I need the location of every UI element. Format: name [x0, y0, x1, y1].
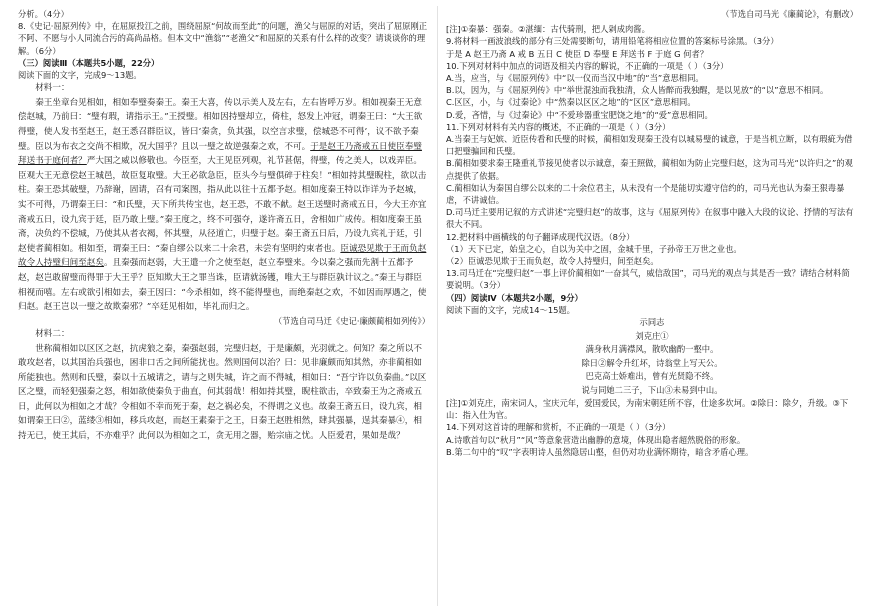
material-2-source: （节选自司马光《廉蔺论》，有删改）: [721, 9, 858, 19]
question-11-option-a: A.当秦王与妃嫔、近臣传看和氏璧的时候，蔺相如发现秦王没有以城易璧的诚意，于是当机立断，以有瑕疵为借口把璧骗回和氏璧。: [446, 134, 853, 157]
question-8: 8.《史记·屈原列传》中，在屈原投江之前，围绕屈原“何故而至此”的问题，渔父与屈原的对话，突出了屈原刚正不阿、不愿与小人同流合污的高尚品格。但本文中“渔翁”“老渔父”和屈原的关系有什么样的改变？请谈谈你的理解。（6分）: [18, 21, 428, 56]
question-13: 13.司马迁在“完璧归赵”一事上评价蔺相如“一奋其气，威信敌国”，司马光的观点与其是否一致？请结合材料简要说明。（3分）: [446, 268, 850, 291]
question-9-options: 于是 A 赵王乃斋 A 戒 B 五日 C 使臣 D 奉璧 E 拜送书 F 于庭 G 何者？: [446, 48, 709, 59]
section-3-heading: （三）阅读Ⅲ（本题共5小题，22分）: [18, 57, 160, 68]
question-14-option-a: A.诗歌首句以“秋月”“风”等意象营造出幽静的意境，体现出隐者超然脱俗的形象。: [446, 434, 746, 445]
question-12-item-2: （2）臣诚恐见欺于王而负赵，故令人持璧归，间至赵矣。: [446, 256, 659, 267]
question-11-option-c: C.蔺相如认为秦国自缪公以来的二十余位君主，从未没有一个是能切实遵守信约的，司马光也认为秦王狠毒暴虐，不讲诚信。: [446, 182, 845, 206]
question-14: 14.下列对这首诗的理解和赏析，不正确的一项是（ ）（3分）: [446, 422, 671, 433]
left-column: [18, 8, 430, 444]
poem-author: 刘克庄①: [635, 330, 669, 341]
material-1-text-c: 。且秦强而赵弱，大王遣一介之使至赵，赵立奉璧来。今以秦之强而先割十五都予赵，赵岂敢留璧而得罪于大王乎？臣知欺大王之罪当诛，臣请就汤镬，唯大王与群臣孰计议之。”秦王与群臣相视而嘻。左右或欲引相如去，秦王因曰：“今杀相如，终不能得璧也，而绝秦赵之欢，不如因而厚遇之，使归赵。赵王岂以一璧之故欺秦邪？”卒廷见相如，毕礼而归之。: [18, 258, 427, 313]
notes: [注]①秦暴：强秦。②湛缅：古代骑刑，把人剁成肉酱。: [446, 24, 650, 35]
material-1-title: 材料一：: [35, 83, 70, 94]
right-column: [446, 8, 858, 458]
poem-title: 示同志: [639, 317, 665, 328]
question-10-option-c: C.区区，小，与《过秦论》中“然秦以区区之地”的“区区”意思相同。: [446, 97, 696, 108]
material-2-title: 材料二：: [35, 328, 70, 339]
material-1-underlined-sentence: 臣诚恐见欺于王而负赵故令人持璧归间至赵矣: [18, 243, 427, 269]
section-4-heading: （四）阅读Ⅳ（本题共2小题，9分）: [446, 292, 583, 303]
material-1-wavy-line: 于是赵王乃斋戒五日使臣奉璧拜送书于庭何者？: [18, 141, 422, 167]
question-14-option-b: B.第二句中的“叹”字表明诗人虽然隐居山壑，但仍对功业满怀期待，暗含矛盾心理。: [446, 446, 754, 457]
question-10-option-d: D.爱，吝惜，与《过秦论》中“不爱珍器重宝肥饶之地”的“爱”意思相同。: [446, 109, 713, 120]
question-11-option-b: B.蔺相如要求秦王隆重礼节接见使者以示诚意，秦王照做，蔺相如为防止完璧归赵，这为司马光“以许归之”的观点提供了依据。: [446, 158, 853, 181]
question-10-option-a: A.当，应当，与《屈原列传》中“以一仪而当汉中地”的“当”意思相同。: [446, 73, 704, 84]
previous-question-tail: 分析。（4分）: [18, 9, 69, 19]
poem-line-4: 说与同她二三子，下山③未易到中山。: [581, 384, 723, 395]
material-1-passage: [18, 96, 430, 315]
poem-line-2: 除日②解令升红坏，诗翁堂上写天公。: [581, 357, 723, 368]
section-3-instruction: 阅读下面的文字，完成9～13题。: [18, 70, 142, 81]
question-11-option-d: D.司马迁主要用记叙的方式讲述“完璧归赵”的故事，这与《屈原列传》在叙事中融入大段的议论、抒情的写法有很大不同。: [446, 207, 854, 230]
question-12: 12.把材料中画横线的句子翻译成现代汉语。（8分）: [446, 231, 635, 242]
poem-line-3: 巴克高士娇难出，曾有光贤隐不终。: [585, 371, 719, 382]
material-1-text-b: 严大国之威以修敬也。今臣至，大王见臣列观，礼节甚倨，得璧，传之美人，以戏弄臣。臣观大王无意偿赵王城邑，故臣复取璧。大王必欲急臣，臣头今与璧俱碎于柱矣！”相如持其璧睨柱，欲以击柱。秦王恐其破璧，乃辞谢，固请，召有司案图，指从此以往十五都予赵。相如度秦王特以诈详为予赵城，实不可得，乃谓秦王曰：“和氏璧，天下所共传宝也，赵王恐，不敢不献。赵王送璧时斋戒五日，今大王亦宜斋戒五日，设九宾于廷，臣乃敢上璧。”秦王度之，终不可强夺，遂许斋五日，舍相如广成传。相如度秦王虽斋，决负约不偿城，乃使其从者衣褐，怀其璧，从径道亡，归璧于赵。秦王斋五日后，乃设九宾礼于廷，引赵使者蔺相如。相如至，谓秦王曰：“秦自缪公以来二十余君，未尝有坚明约束者也。: [18, 156, 427, 254]
material-1-source: （节选自司马迁《史记·廉颇蔺相如列传》）: [273, 315, 430, 326]
poem-note: [注]①刘克庄，南宋词人，宝庆元年，爱国爱民，为南宋朝廷所不容，仕途多坎坷。②除日：除夕，升级。③下山：指入仕为官。: [446, 398, 849, 421]
column-divider: [437, 6, 438, 606]
question-12-item-1: （1）天下已定，始皇之心，自以为关中之固，金城千里，子孙帝王万世之业也。: [446, 243, 742, 254]
material-2-passage: 世称蔺相如以区区之赵，抗虎狼之秦，秦强赵弱，完璧归赵，于是廉颇，光羽就之。何知？秦之所以不敢攻赵者，以其国治兵强也，困非口舌之间所能扰也。然则国何以治？曰：见非廉颇而知其然，亦非蔺相如所能独也。然则和氏璧，秦以十五城请之，请与之则失城，许之而不得城，相如曰：“吾宁许以负秦曲。”以区区之璧，而轻犯强秦之怒，相如欲使秦负于曲直，何其弱哉！相如持其璧，睨柱欲击，卒致秦王为之斋戒五日，此何以为相如之才哉？令相如不幸而死于秦，赵之祸必矣，不得谓之义也。故秦王斋五日，设九宾，相如谓秦王曰②，蓝缕③相如，移兵攻赵，而赵王素秦于之王，日秦王赵胜相然，肆其强暴，逞其秦暴④，相持无已，使王其后，不亦难乎？此何以为相如之工，贪无用之器，贻宗庙之忧。人臣爱君，果如是哉？: [18, 343, 427, 442]
section-4-instruction: 阅读下面的文字，完成14～15题。: [446, 304, 575, 315]
question-10: 10.下列对材料中加点的词语及相关内容的解说，不正确的一项是（ ）（3分）: [446, 60, 729, 71]
question-11: 11.下列对材料有关内容的概述，不正确的一项是（ ）（3分）: [446, 121, 671, 132]
question-10-option-b: B.以，因为，与《屈原列传》中“举世混浊而我独清，众人皆醉而我独醒，是以见放”的“以”意思不相同。: [446, 85, 829, 96]
question-9: 9.将材料一画波浪线的部分有三处需要断句，请用铅笔将相应位置的答案标号涂黑。（3分）: [446, 36, 779, 47]
poem-line-1: 满身秋月满襟风，散吹幽酌一壑中。: [585, 344, 719, 355]
material-1-text-a: 秦王坐章台见相如，相如奉璧奏秦王。秦王大喜，传以示美人及左右，左右皆呼万岁。相如视秦王无意偿赵城，乃前曰：“璧有瑕，请指示王。”王授璧。相如因持璧却立，倚柱，怒发上冲冠，谓秦王曰：“大王欲得璧，使人发书至赵王，赵王悉召群臣议，皆曰‘秦贪，负其强，以空言求璧，偿城恐不可得’，议不欲予秦璧。臣以为布衣之交尚不相欺，况大国乎？且以一璧之故逆强秦之欢，不可。: [18, 97, 423, 152]
